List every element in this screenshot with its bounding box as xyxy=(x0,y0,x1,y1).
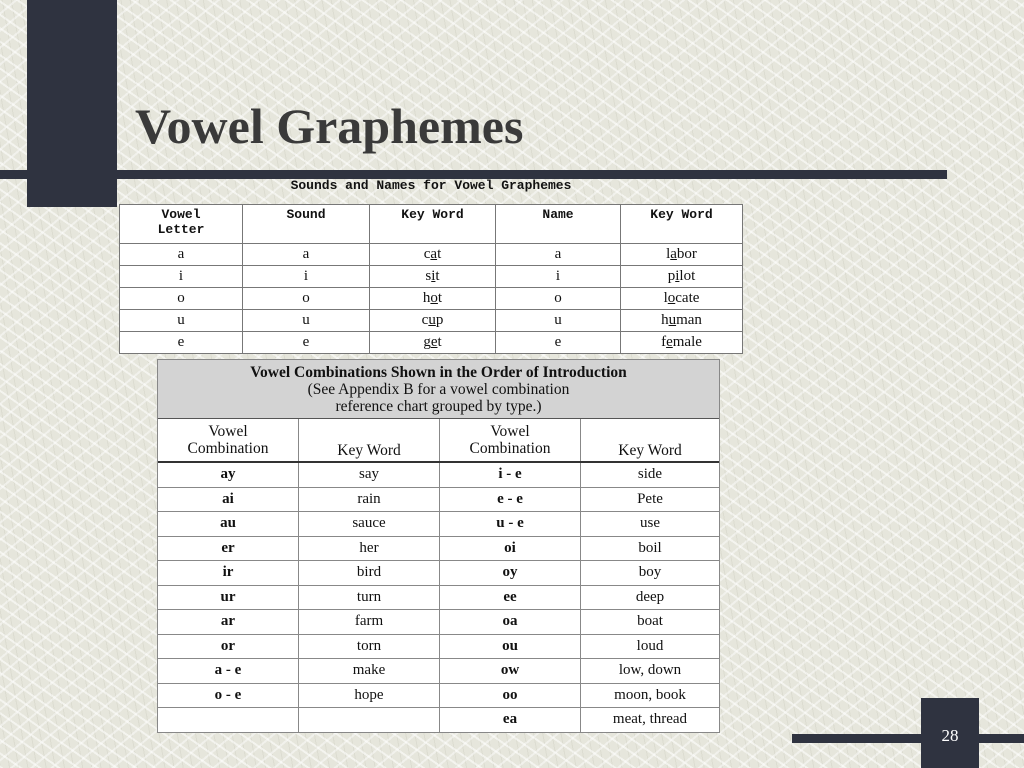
key-word-cell: farm xyxy=(299,610,440,635)
page-number: 28 xyxy=(941,726,959,745)
name-cell: o xyxy=(496,288,621,310)
vowel-combinations-table-panel xyxy=(157,359,720,733)
table1-row xyxy=(120,288,743,310)
table1-header-vowel-letter xyxy=(120,205,243,244)
table2-subtitle-line1: (See Appendix B for a vowel combination xyxy=(307,381,570,398)
vowel-combination-cell: ee xyxy=(440,585,581,610)
vowel-combination-cell: oi xyxy=(440,536,581,561)
key-word-cell: torn xyxy=(299,634,440,659)
vowel-combination-cell xyxy=(158,708,299,732)
underlined-vowel: a xyxy=(430,246,438,262)
word-part: p xyxy=(435,312,444,328)
word-part: lot xyxy=(679,268,696,284)
vowel-combination-cell: u - e xyxy=(440,512,581,537)
key-word-cell: Pete xyxy=(581,487,720,512)
name-cell: a xyxy=(496,244,621,266)
name-key-word-cell xyxy=(621,244,743,266)
table2-body xyxy=(158,462,719,732)
key-word-cell: boil xyxy=(581,536,720,561)
key-word-cell: use xyxy=(581,512,720,537)
word-part: cate xyxy=(675,290,700,306)
word-part: t xyxy=(437,290,443,306)
header-line2: Combination xyxy=(187,440,269,457)
vowel-combination-cell: oo xyxy=(440,683,581,708)
table2-header-col2 xyxy=(299,419,440,462)
name-key-word-cell xyxy=(621,310,743,332)
word-part: g xyxy=(423,334,431,350)
table1-header-name: Name xyxy=(496,205,621,244)
header-line1: Key Word xyxy=(337,442,401,459)
key-word-cell: rain xyxy=(299,487,440,512)
table2-row xyxy=(158,561,719,586)
key-word-cell: moon, book xyxy=(581,683,720,708)
header-line1: Key Word xyxy=(618,442,682,459)
header-line1: Vowel xyxy=(490,423,530,440)
table1-header-key-word-2: Key Word xyxy=(621,205,743,244)
vowel-combination-cell: i - e xyxy=(440,462,581,487)
key-word-cell: turn xyxy=(299,585,440,610)
key-word-cell: boy xyxy=(581,561,720,586)
key-word-cell: meat, thread xyxy=(612,711,688,728)
vowel-combination-cell: au xyxy=(158,512,299,537)
word-part: h xyxy=(661,312,669,328)
key-word-cell: bird xyxy=(299,561,440,586)
vowel-combination-cell: or xyxy=(158,634,299,659)
key-word-cell xyxy=(370,244,496,266)
table2-row xyxy=(158,536,719,561)
vowel-combination-cell: ow xyxy=(440,659,581,684)
table1-header-label: Vowel Letter xyxy=(157,207,205,237)
underlined-vowel: u xyxy=(668,312,677,328)
table1-header-sound: Sound xyxy=(243,205,370,244)
word-part: c xyxy=(423,246,431,262)
vowel-letter-cell: a xyxy=(120,244,243,266)
sound-cell: o xyxy=(243,288,370,310)
word-part: t xyxy=(437,246,442,262)
underlined-vowel: i xyxy=(431,268,436,284)
sound-cell: a xyxy=(243,244,370,266)
key-word-cell: loud xyxy=(581,634,720,659)
name-key-word-cell xyxy=(621,266,743,288)
table2-row xyxy=(158,659,719,684)
vowel-combination-cell: ou xyxy=(440,634,581,659)
vowel-combination-cell: o - e xyxy=(158,683,299,708)
table1-body xyxy=(120,244,743,354)
vowel-combination-cell: ay xyxy=(158,462,299,487)
vowel-combination-cell: oa xyxy=(440,610,581,635)
table2-header-col4 xyxy=(581,419,720,462)
vowel-combination-cell: e - e xyxy=(440,487,581,512)
underlined-vowel: e xyxy=(666,334,673,350)
table2-heading xyxy=(158,360,719,419)
vowel-combination-cell: ur xyxy=(158,585,299,610)
vowel-combination-cell: a - e xyxy=(158,659,299,684)
key-word-cell xyxy=(370,266,496,288)
header-line1: Vowel xyxy=(208,423,248,440)
underlined-vowel: e xyxy=(430,334,438,350)
vowel-combination-cell: oy xyxy=(440,561,581,586)
underlined-vowel: u xyxy=(428,312,436,328)
table1-row xyxy=(120,332,743,354)
word-part: l xyxy=(666,246,671,262)
vowel-graphemes-table xyxy=(119,204,743,354)
table2-row xyxy=(158,610,719,635)
key-word-cell: side xyxy=(581,462,720,487)
key-word-cell: low, down xyxy=(581,659,720,684)
vowel-letter-cell: e xyxy=(120,332,243,354)
key-word-cell: her xyxy=(299,536,440,561)
vowel-letter-cell: i xyxy=(120,266,243,288)
table1-row xyxy=(120,266,743,288)
word-part: p xyxy=(667,268,676,284)
table2-row xyxy=(158,487,719,512)
key-word-cell: make xyxy=(299,659,440,684)
vowel-combination-cell: ai xyxy=(158,487,299,512)
table2-row xyxy=(158,708,719,732)
sound-cell: i xyxy=(243,266,370,288)
table1-row xyxy=(120,310,743,332)
key-word-cell: deep xyxy=(581,585,720,610)
table2-row xyxy=(158,585,719,610)
word-part: f xyxy=(661,334,667,350)
table2-header-col1 xyxy=(158,419,299,462)
word-part: t xyxy=(437,334,442,350)
table2-row xyxy=(158,634,719,659)
key-word-cell xyxy=(370,310,496,332)
word-part: h xyxy=(422,290,431,306)
vowel-letter-cell: o xyxy=(120,288,243,310)
page-number-box xyxy=(921,698,979,768)
word-part: male xyxy=(672,334,702,350)
table2-subtitle-line2: reference chart grouped by type.) xyxy=(335,398,542,415)
key-word-cell xyxy=(370,332,496,354)
vowel-letter-cell: u xyxy=(120,310,243,332)
table1-caption: Sounds and Names for Vowel Graphemes xyxy=(290,178,572,193)
underlined-vowel: i xyxy=(675,268,680,284)
name-key-word-cell xyxy=(621,288,743,310)
word-part: bor xyxy=(676,246,697,262)
key-word-cell: boat xyxy=(581,610,720,635)
table1-row xyxy=(120,244,743,266)
word-part: c xyxy=(421,312,429,328)
table1-header-row xyxy=(120,205,743,244)
name-cell: i xyxy=(496,266,621,288)
table2-header-col3 xyxy=(440,419,581,462)
key-word-cell: hope xyxy=(299,683,440,708)
key-word-cell: say xyxy=(299,462,440,487)
key-word-cell xyxy=(370,288,496,310)
table1-header-key-word: Key Word xyxy=(370,205,496,244)
vowel-combination-cell: er xyxy=(158,536,299,561)
vowel-combination-cell: ea xyxy=(440,708,581,732)
table2-row xyxy=(158,512,719,537)
underlined-vowel: a xyxy=(670,246,677,262)
name-cell: u xyxy=(496,310,621,332)
vowel-combination-cell: ir xyxy=(158,561,299,586)
name-key-word-cell xyxy=(621,332,743,354)
table2-header-row xyxy=(158,419,719,462)
header-line2: Combination xyxy=(469,440,551,457)
vowel-combinations-table xyxy=(158,419,719,732)
word-part: t xyxy=(435,268,440,284)
footer-bar xyxy=(792,734,1024,743)
key-word-cell: sauce xyxy=(299,512,440,537)
word-part: s xyxy=(425,268,432,284)
word-part: l xyxy=(663,290,668,306)
slide-title: Vowel Graphemes xyxy=(135,98,524,154)
underlined-vowel: o xyxy=(667,290,676,306)
underlined-vowel: o xyxy=(430,290,438,306)
name-cell: e xyxy=(496,332,621,354)
sound-cell: e xyxy=(243,332,370,354)
sound-cell: u xyxy=(243,310,370,332)
word-part: man xyxy=(676,312,702,328)
table2-row xyxy=(158,683,719,708)
table2-row xyxy=(158,462,719,487)
table2-title: Vowel Combinations Shown in the Order of Introduction xyxy=(250,364,627,381)
vowel-combination-cell: ar xyxy=(158,610,299,635)
key-word-cell xyxy=(299,708,440,732)
